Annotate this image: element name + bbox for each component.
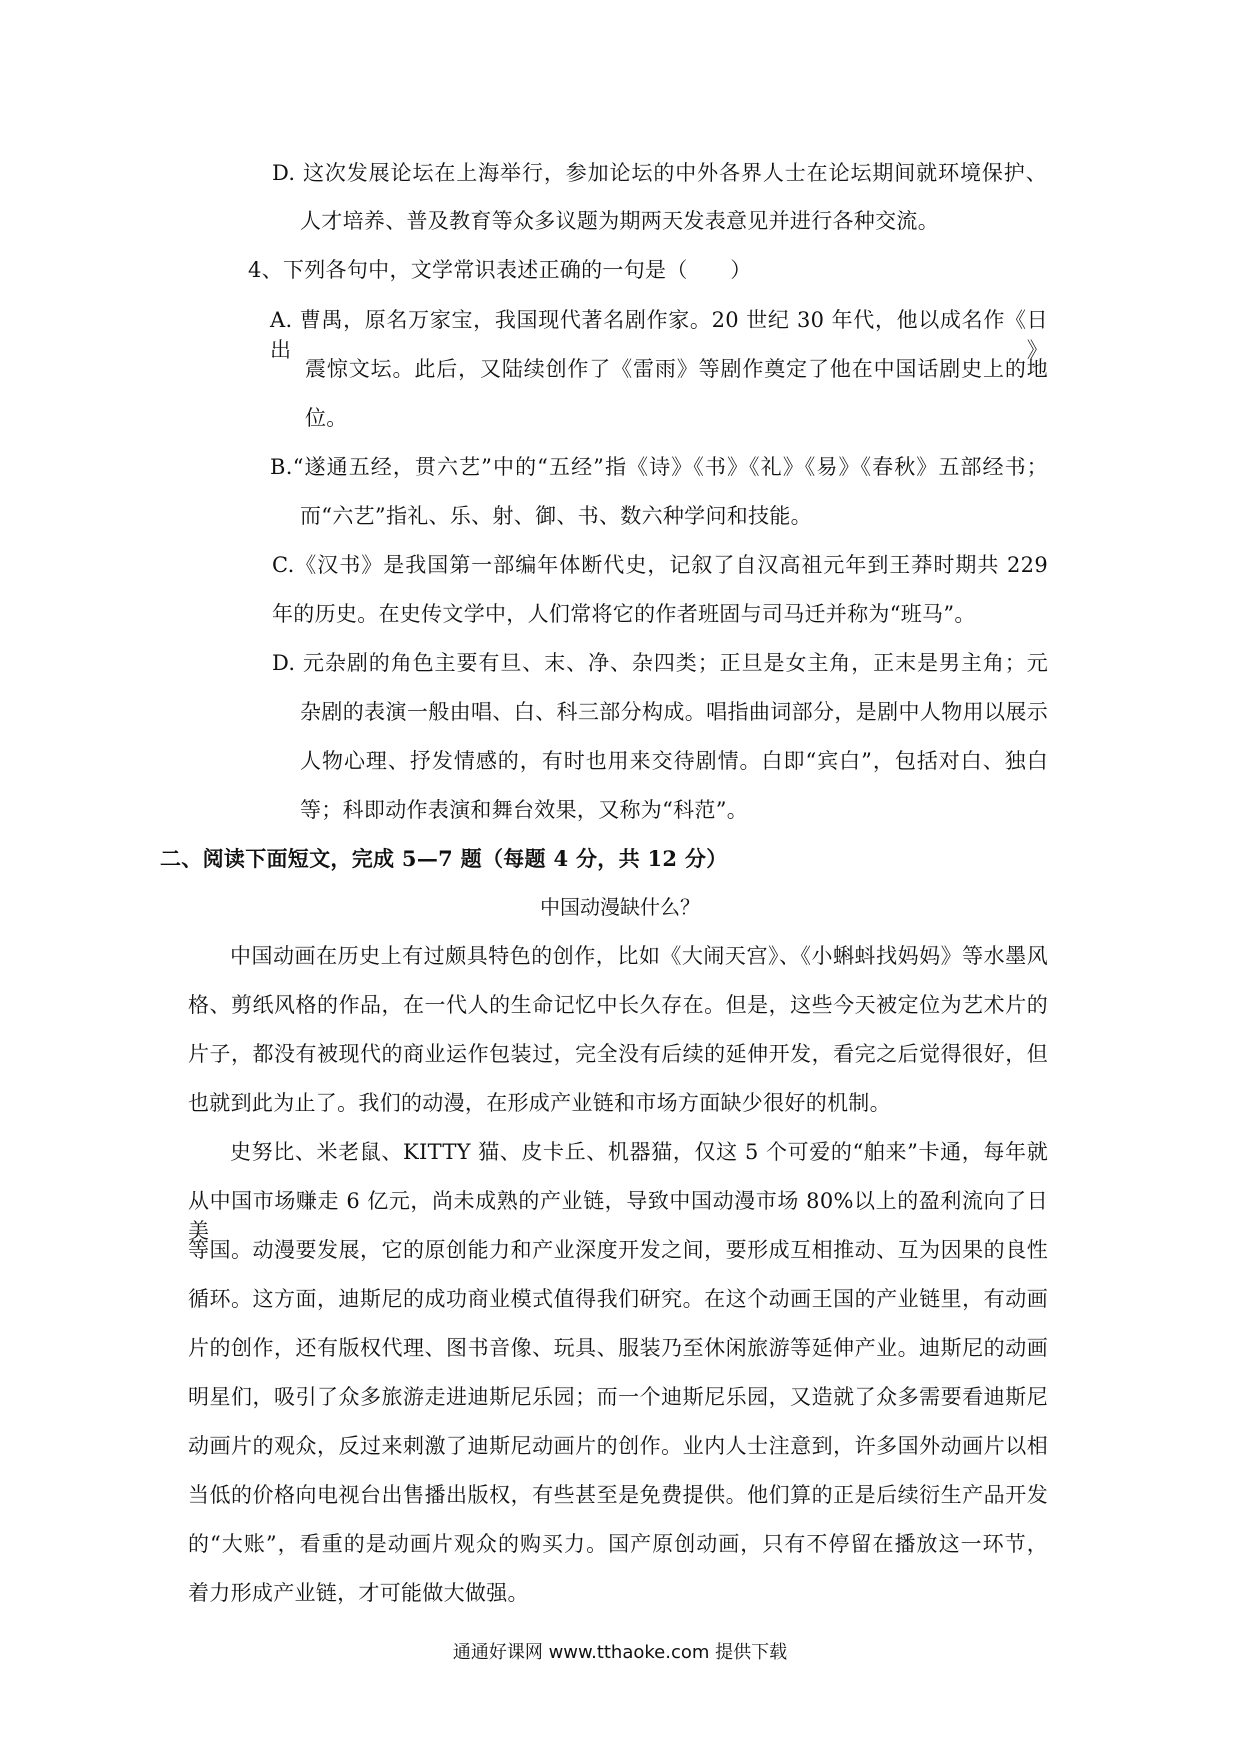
q4-stem: 4、下列各句中，文学常识表述正确的一句是（ ） xyxy=(248,258,752,282)
paragraph-1-line: 也就到此为止了。我们的动漫，在形成产业链和市场方面缺少很好的机制。 xyxy=(188,1091,891,1115)
paragraph-2-line: 着力形成产业链，才可能做大做强。 xyxy=(188,1581,529,1605)
paragraph-2-line: 动画片的观众，反过来刺激了迪斯尼动画片的创作。业内人士注意到，许多国外动画片以相 xyxy=(188,1434,1048,1458)
q4-option-d-line1: D. 元杂剧的角色主要有旦、末、净、杂四类；正旦是女主角，正末是男主角；元 xyxy=(272,651,1048,675)
paragraph-2-line: 史努比、米老鼠、KITTY 猫、皮卡丘、机器猫，仅这 5 个可爱的“舶来”卡通，每年就 xyxy=(230,1140,1048,1164)
q4-option-a-line3: 位。 xyxy=(305,406,348,430)
paragraph-2-line: 当低的价格向电视台出售播出版权，有些甚至是免费提供。他们算的正是后续衍生产品开发 xyxy=(188,1483,1048,1507)
footer-source: 通通好课网 www.tthaoke.com 提供下载 xyxy=(452,1642,788,1663)
q3-option-d-line1: D. 这次发展论坛在上海举行，参加论坛的中外各界人士在论坛期间就环境保护、 xyxy=(272,161,1047,185)
q4-option-d-line2: 杂剧的表演一般由唱、白、科三部分构成。唱指曲词部分，是剧中人物用以展示 xyxy=(300,700,1048,724)
paragraph-2-line: 明星们，吸引了众多旅游走进迪斯尼乐园；而一个迪斯尼乐园，又造就了众多需要看迪斯尼 xyxy=(188,1385,1048,1409)
paragraph-2-line: 的“大账”，看重的是动画片观众的购买力。国产原创动画，只有不停留在播放这一环节， xyxy=(188,1532,1048,1556)
q3-option-d-line2: 人才培养、普及教育等众多议题为期两天发表意见并进行各种交流。 xyxy=(300,209,939,233)
q4-option-b-line2: 而“六艺”指礼、乐、射、御、书、数六种学问和技能。 xyxy=(300,504,812,528)
section-heading: 二、阅读下面短文，完成 5—7 题（每题 4 分，共 12 分） xyxy=(160,846,728,871)
paragraph-1-line: 片子，都没有被现代的商业运作包装过，完全没有后续的延伸开发，看完之后觉得很好，但 xyxy=(188,1042,1048,1066)
paragraph-2-line: 片的创作，还有版权代理、图书音像、玩具、服装乃至休闲旅游等延伸产业。迪斯尼的动画 xyxy=(188,1336,1048,1360)
article-title: 中国动漫缺什么？ xyxy=(540,895,700,919)
q4-option-c-line2: 年的历史。在史传文学中，人们常将它的作者班固与司马迁并称为“班马”。 xyxy=(272,602,976,626)
paragraph-2-line: 从中国市场赚走 6 亿元，尚未成熟的产业链，导致中国动漫市场 80%以上的盈利流向了日美 xyxy=(188,1189,1048,1243)
q4-option-a-line2: 震惊文坛。此后，又陆续创作了《雷雨》等剧作奠定了他在中国话剧史上的地 xyxy=(305,357,1048,381)
q4-option-d-line4: 等；科即动作表演和舞台效果，又称为“科范”。 xyxy=(300,798,749,822)
paragraph-1-line: 中国动画在历史上有过颇具特色的创作，比如《大闹天宫》、《小蝌蚪找妈妈》等水墨风 xyxy=(230,944,1048,968)
q4-option-c-line1: C.《汉书》是我国第一部编年体断代史，记叙了自汉高祖元年到王莽时期共 229 xyxy=(272,553,1048,577)
paragraph-2-line: 等国。动漫要发展，它的原创能力和产业深度开发之间，要形成互相推动、互为因果的良性 xyxy=(188,1238,1048,1262)
q4-option-d-line3: 人物心理、抒发情感的，有时也用来交待剧情。白即“宾白”，包括对白、独白 xyxy=(300,749,1048,773)
paragraph-1-line: 格、剪纸风格的作品，在一代人的生命记忆中长久存在。但是，这些今天被定位为艺术片的 xyxy=(188,993,1048,1017)
q4-option-a-line1: A. 曹禺，原名万家宝，我国现代著名剧作家。20 世纪 30 年代，他以成名作《日出》 xyxy=(270,308,1048,362)
paragraph-2-line: 循环。这方面，迪斯尼的成功商业模式值得我们研究。在这个动画王国的产业链里，有动画 xyxy=(188,1287,1048,1311)
q4-option-b-line1: B.“遂通五经，贯六艺”中的“五经”指《诗》《书》《礼》《易》《春秋》五部经书； xyxy=(270,455,1048,479)
